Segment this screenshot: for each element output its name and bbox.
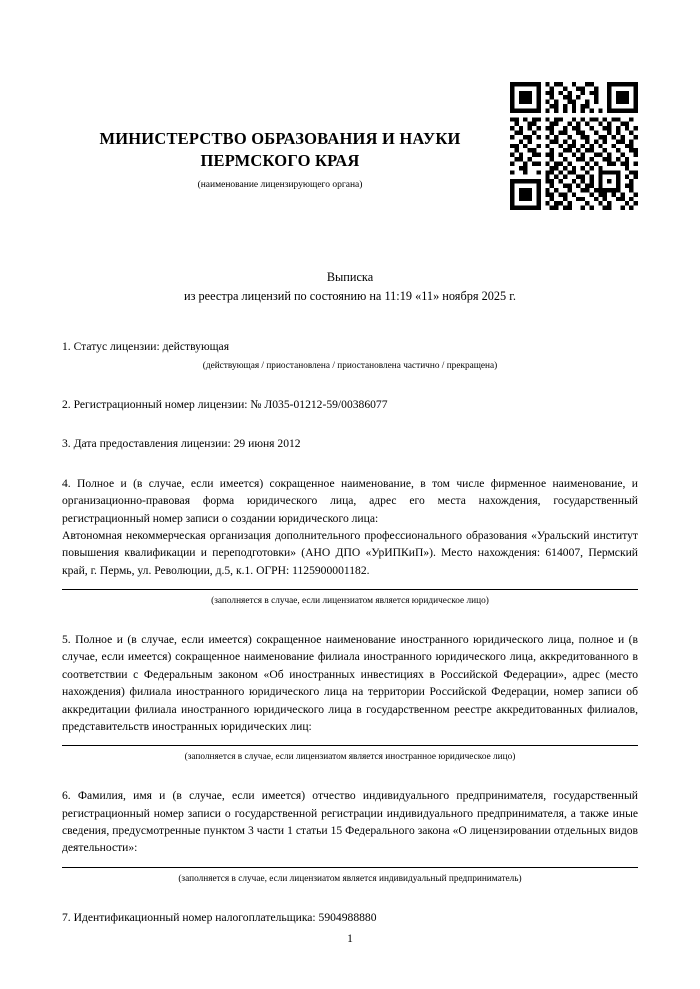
section-3-text: 3. Дата предоставления лицензии: 29 июня 2012 [62,437,301,451]
section-6 [62,787,638,887]
section-7-text: 7. Идентификационный номер налогоплательщика: 5904988880 [62,910,377,924]
organization-caption: (наименование лицензирующего органа) [197,179,363,190]
document-title-line2: из реестра лицензий по состоянию на 11:19 «11» ноября 2025 г. [184,288,516,303]
section-2-text: 2. Регистрационный номер лицензии: № Л035-01212-59/00386077 [62,397,388,411]
section-4 [62,475,638,609]
section-3 [62,435,638,452]
section-4-note: (заполняется в случае, если лицензиатом является юридическое лицо) [211,596,489,607]
section-1-text: 1. Статус лицензии: действующая [62,339,230,353]
section-6-text: 6. Фамилия, имя и (в случае, если имеется) отчество индивидуального предпринимателя, государственный регистрационный номер записи о государственной регистрации индивидуального предпринимателя, а также иные сведения, предусмотренные пунктом 3 части 1 статьи 15 Федерального закона «О лицензировании отдельных видов деятельности»: [62,789,638,855]
section-7 [62,909,638,926]
section-6-note: (заполняется в случае, если лицензиатом является индивидуальный предприниматель) [178,873,522,884]
section-5-note: (заполняется в случае, если лицензиатом является иностранное юридическое лицо) [184,752,516,763]
section-6-divider [62,867,638,868]
section-4-text: 4. Полное и (в случае, если имеется) сокращенное наименование, в том числе фирменное наименование, и организационно-правовая форма юридического лица, адрес его места нахождения, государственный регистрационный номер записи о создании юридического лица: [62,476,638,525]
section-1-note: (действующая / приостановлена / приостановлена частично / прекращена) [202,361,498,372]
section-5-divider [62,745,638,746]
section-4-value: Автономная некоммерческая организация дополнительного профессионального образования «Уральский институт повышения квалификации и переподготовки» (АНО ДПО «УрИПКиП»). Место нахождения: 614007, Пермский край, г. Пермь, ул. Революции, д.5, к.1. ОГРН: 1125900001182. [62,528,638,577]
section-4-divider [62,589,638,590]
organization-title: МИНИСТЕРСТВО ОБРАЗОВАНИЯ И НАУКИ ПЕРМСКОГО КРАЯ [99,129,461,171]
document-title [62,268,638,306]
section-5 [62,631,638,765]
section-1 [62,338,638,374]
page-number: 1 [347,933,353,945]
section-5-text: 5. Полное и (в случае, если имеется) сокращенное наименование иностранного юридического лица, полное и (в случае, если имеется) сокращенное наименование филиала иностранного юридического лица, аккредитованного в соответствии с Федеральным законом «Об иностранных инвестициях в Российской Федерации», адрес (место нахождения) филиала иностранного юридического лица на территории Российской Федерации, номер записи об аккредитации филиала иностранного юридического лица в государственном реестре аккредитованных филиалов, представительств иностранных юридических лиц: [62,633,638,733]
section-2 [62,396,638,413]
qr-code-icon [510,82,638,210]
document-title-line1: Выписка [326,269,374,284]
